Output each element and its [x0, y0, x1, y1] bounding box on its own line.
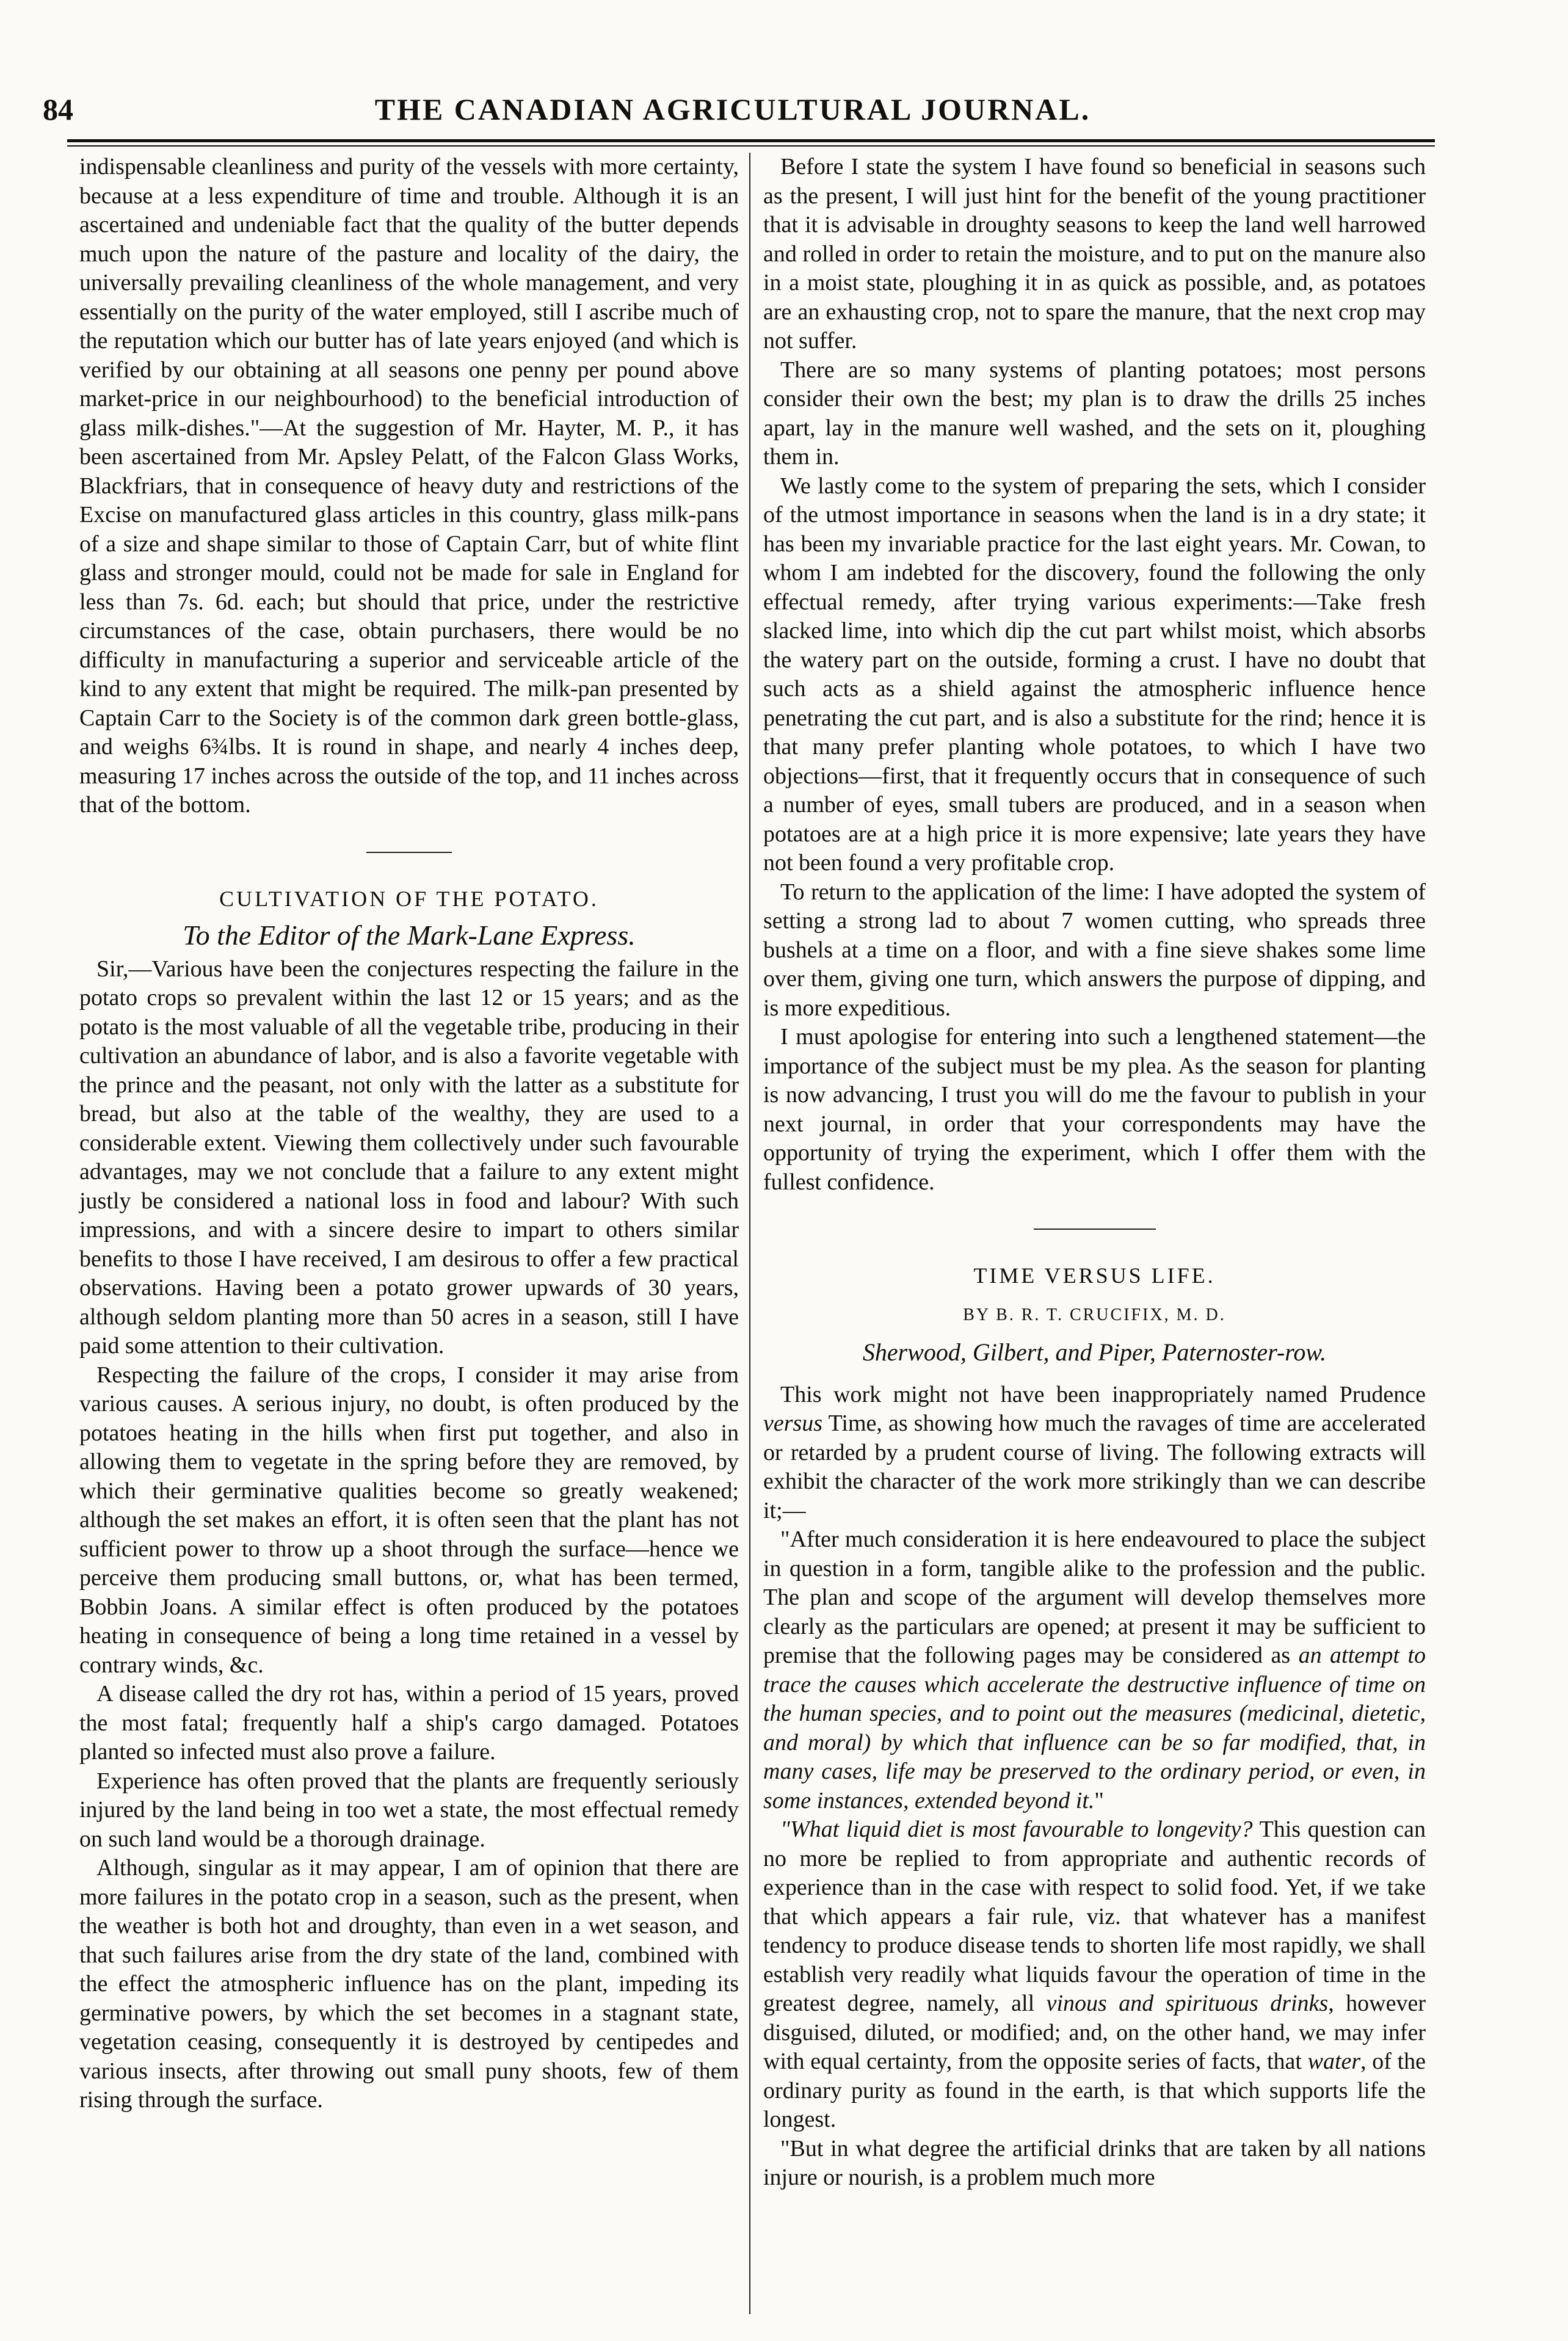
quote-italic-text: water [1307, 2049, 1361, 2074]
potato-paragraph: Sir,—Various have been the conjectures respecting the failure in the potato crops so prevalent within the last 12 or 15 years; and as the potato is the most valuable of all the vegetable tribe, producing in their cultivation an abundance of labor, and is also a favorite vegetable with the prince and the peasant, not only with the latter as a substitute for bread, but also at the table of the wealthy, they are used to a considerable extent. Viewing them collectively under such favourable advantages, may we not conclude that a failure to any extent might justly be considered a national loss in food and labour? With such impressions, and with a sincere desire to impart to others similar benefits to those I have received, I am desirous to offer a few practical observations. Having been a potato grower upwards of 30 years, although seldom planting more than 50 acres in a season, still I have paid some attention to their cultivation. [79, 956, 739, 1359]
review-byline: BY B. R. T. CRUCIFIX, M. D. [963, 1305, 1226, 1324]
potato-article-heading: CULTIVATION OF THE POTATO. [219, 886, 599, 911]
quote-text: , however disguised, diluted, or modified; and, on the other hand, we may infer with equal certainty, from the opposite series of facts, that [763, 1991, 1426, 2074]
potato-paragraph: Before I state the system I have found so beneficial in seasons such as the present, I will just hint for the benefit of the young practitioner that it is advisable in droughty seasons to keep the land well harrowed and rolled in order to retain the moisture, and to put on the manure also in a moist state, ploughing it in as quick as possible, and, as potatoes are an exhausting crop, not to spare the manure, that the next crop may not suffer. [763, 154, 1426, 354]
quote-text: This question can no more be replied to from appropriate and authentic records of experience than in the case with respect to solid food. Yet, if we take that which appears a fair rule, viz. that whatever has a manifest tendency to produce disease tends to shorten life most rapidly, we shall establish very readily what liquids favour the operation of time in the greatest degree, namely, all [763, 1817, 1426, 2016]
quote-text: "After much consideration it is here endeavoured to place the subject in question in a form, tangible alike to the profession and the public. The plan and scope of the argument will develop themselves more clearly as the particulars are opened; at present it may be sufficient to premise that the following pages may be considered as [763, 1526, 1426, 1668]
potato-paragraph: Experience has often proved that the plants are frequently seriously injured by the land being in too wet a state, the most effectual remedy on such land would be a thorough drainage. [79, 1768, 739, 1852]
potato-paragraph: A disease called the dry rot has, within a period of 15 years, proved the most fatal; frequently half a ship's cargo damaged. Potatoes planted so infected must also prove a failure. [79, 1681, 739, 1765]
potato-paragraph: To return to the application of the lime: I have adopted the system of setting a strong lad to about 7 women cutting, who spreads three bushels at a time on a floor, and with a fine sieve shakes some lime over them, giving one turn, which answers the purpose of dipping, and is more expeditious. [763, 879, 1426, 1021]
potato-article-address: To the Editor of the Mark-Lane Express. [183, 920, 636, 951]
glass-milk-dish-paragraph: indispensable cleanliness and purity of the vessels with more certainty, because at a less expenditure of time and trouble. Although it is an ascertained and undeniable fact that the quality of the butter depends much upon the nature of the pasture and locality of the dairy, the universally prevailing cleanliness of the whole management, and very essentially on the purity of the water employed, still I ascribe much of the reputation which our butter has of late years enjoyed (and which is verified by our obtaining at all seasons one penny per pound above market-price in our neighbourhood) to the beneficial introduction of glass milk-dishes."—At the suggestion of Mr. Hayter, M. P., it has been ascertained from Mr. Apsley Pelatt, of the Falcon Glass Works, Blackfriars, that in consequence of heavy duty and restrictions of the Excise on manufactured glass articles in this country, glass milk-pans of a size and shape similar to those of Captain Carr, but of white flint glass and stronger mould, could not be made for sale in England for less than 7s. 6d. each; but should that price, under the restrictive circumstances of the case, obtain purchasers, there would be no difficulty in manufacturing a superior and serviceable article of the kind to any extent that might be required. The milk-pan presented by Captain Carr to the Society is of the common dark green bottle-glass, and weighs 6¾lbs. It is round in shape, and nearly 4 inches deep, measuring 17 inches across the outside of the top, and 11 inches across that of the bottom. [79, 154, 739, 818]
page-number: 84 [43, 92, 73, 126]
review-intro-text: This work might not have been inappropriately named Prudence [780, 1381, 1426, 1407]
column-divider [749, 153, 750, 2314]
section-separator [366, 852, 452, 853]
review-publishers: Sherwood, Gilbert, and Piper, Paternoster-row. [862, 1338, 1327, 1366]
quote-italic-text: vinous and spirituous drinks [1046, 1991, 1329, 2016]
quote-close: " [1094, 1787, 1104, 1813]
quote-question: "What liquid diet is most favourable to longevity? [780, 1817, 1253, 1842]
header-rule [67, 139, 1435, 142]
potato-paragraph: I must apologise for entering into such a lengthened statement—the importance of the subject must be my plea. As the season for planting is now advancing, I trust you will do me the favour to publish in your next journal, in order that your correspondents may have the opportunity of trying the experiment, which I offer them with the fullest confidence. [763, 1024, 1426, 1195]
section-separator [1034, 1229, 1156, 1230]
review-intro-text-end: Time, as showing how much the ravages of time are accelerated or retarded by a prudent course of living. The following extracts will exhibit the character of the work more strikingly than we can describe it;— [763, 1410, 1426, 1523]
journal-title: THE CANADIAN AGRICULTURAL JOURNAL. [374, 92, 1091, 126]
review-quote-paragraph [763, 1525, 1426, 1815]
review-intro-paragraph [763, 1381, 1426, 1526]
left-column [79, 153, 739, 2115]
quote-text: , of the ordinary purity as found in the earth, is that which supports life the longest. [763, 2049, 1426, 2132]
review-quote-paragraph: "But in what degree the artificial drinks that are taken by all nations injure or nourish, is a problem much more [763, 2135, 1426, 2190]
page-header [43, 92, 1423, 134]
header-rule-thin [67, 145, 1435, 147]
review-intro-versus: versus [763, 1410, 823, 1436]
review-heading: TIME VERSUS LIFE. [973, 1263, 1216, 1288]
potato-paragraph: We lastly come to the system of preparing the sets, which I consider of the utmost importance in seasons when the land is in a dry state; it has been my invariable practice for the last eight years. Mr. Cowan, to whom I am indebted for the discovery, found the following the only effectual remedy, after trying various experiments:—Take fresh slacked lime, into which dip the cut part whilst moist, which absorbs the watery part on the outside, forming a crust. I have no doubt that such acts as a shield against the atmospheric influence hence penetrating the cut part, and is also a substitute for the rind; hence it is that many prefer planting whole potatoes, to which I have two objections—first, that it frequently occurs that in consequence of such a number of eyes, small tubers are produced, and in a season when potatoes are at a high price it is more expensive; late years they have not been found a very profitable crop. [763, 473, 1426, 876]
potato-paragraph: Although, singular as it may appear, I am of opinion that there are more failures in the potato crop in a season, such as the present, when the weather is both hot and droughty, than even in a wet season, and that such failures arise from the dry state of the land, combined with the effect the atmospheric influence has on the plant, impeding its germinative powers, by which the set becomes in a stagnant state, vegetation ceasing, consequently it is destroyed by centipedes and various insects, after throwing out small puny shoots, few of them rising through the surface. [79, 1855, 739, 2113]
quote-italic-text: an attempt to trace the causes which accelerate the destructive influence of time on the human species, and to point out the measures (medicinal, dietetic, and moral) by which that influence can be so far modified, that, in many cases, life may be preserved to the ordinary period, or even, in some instances, extended beyond it. [763, 1642, 1426, 1813]
review-quote-paragraph [763, 1815, 1426, 2135]
potato-paragraph: Respecting the failure of the crops, I consider it may arise from various causes. A serious injury, no doubt, is often produced by the potatoes heating in the hills when first put together, and also in allowing them to vegetate in the spring before they are removed, by which their germinative qualities become so greatly weakened; although the set makes an effort, it is often seen that the plant has not sufficient power to throw up a shoot through the surface—hence we perceive them producing small buttons, or, what has been termed, Bobbin Joans. A similar effect is often produced by the potatoes heating in consequence of being a long time retained in a vessel by contrary winds, &c. [79, 1362, 739, 1678]
right-column [763, 153, 1426, 2193]
potato-paragraph: There are so many systems of planting potatoes; most persons consider their own the best; my plan is to draw the drills 25 inches apart, lay in the manure well washed, and the sets on it, ploughing them in. [763, 357, 1426, 470]
